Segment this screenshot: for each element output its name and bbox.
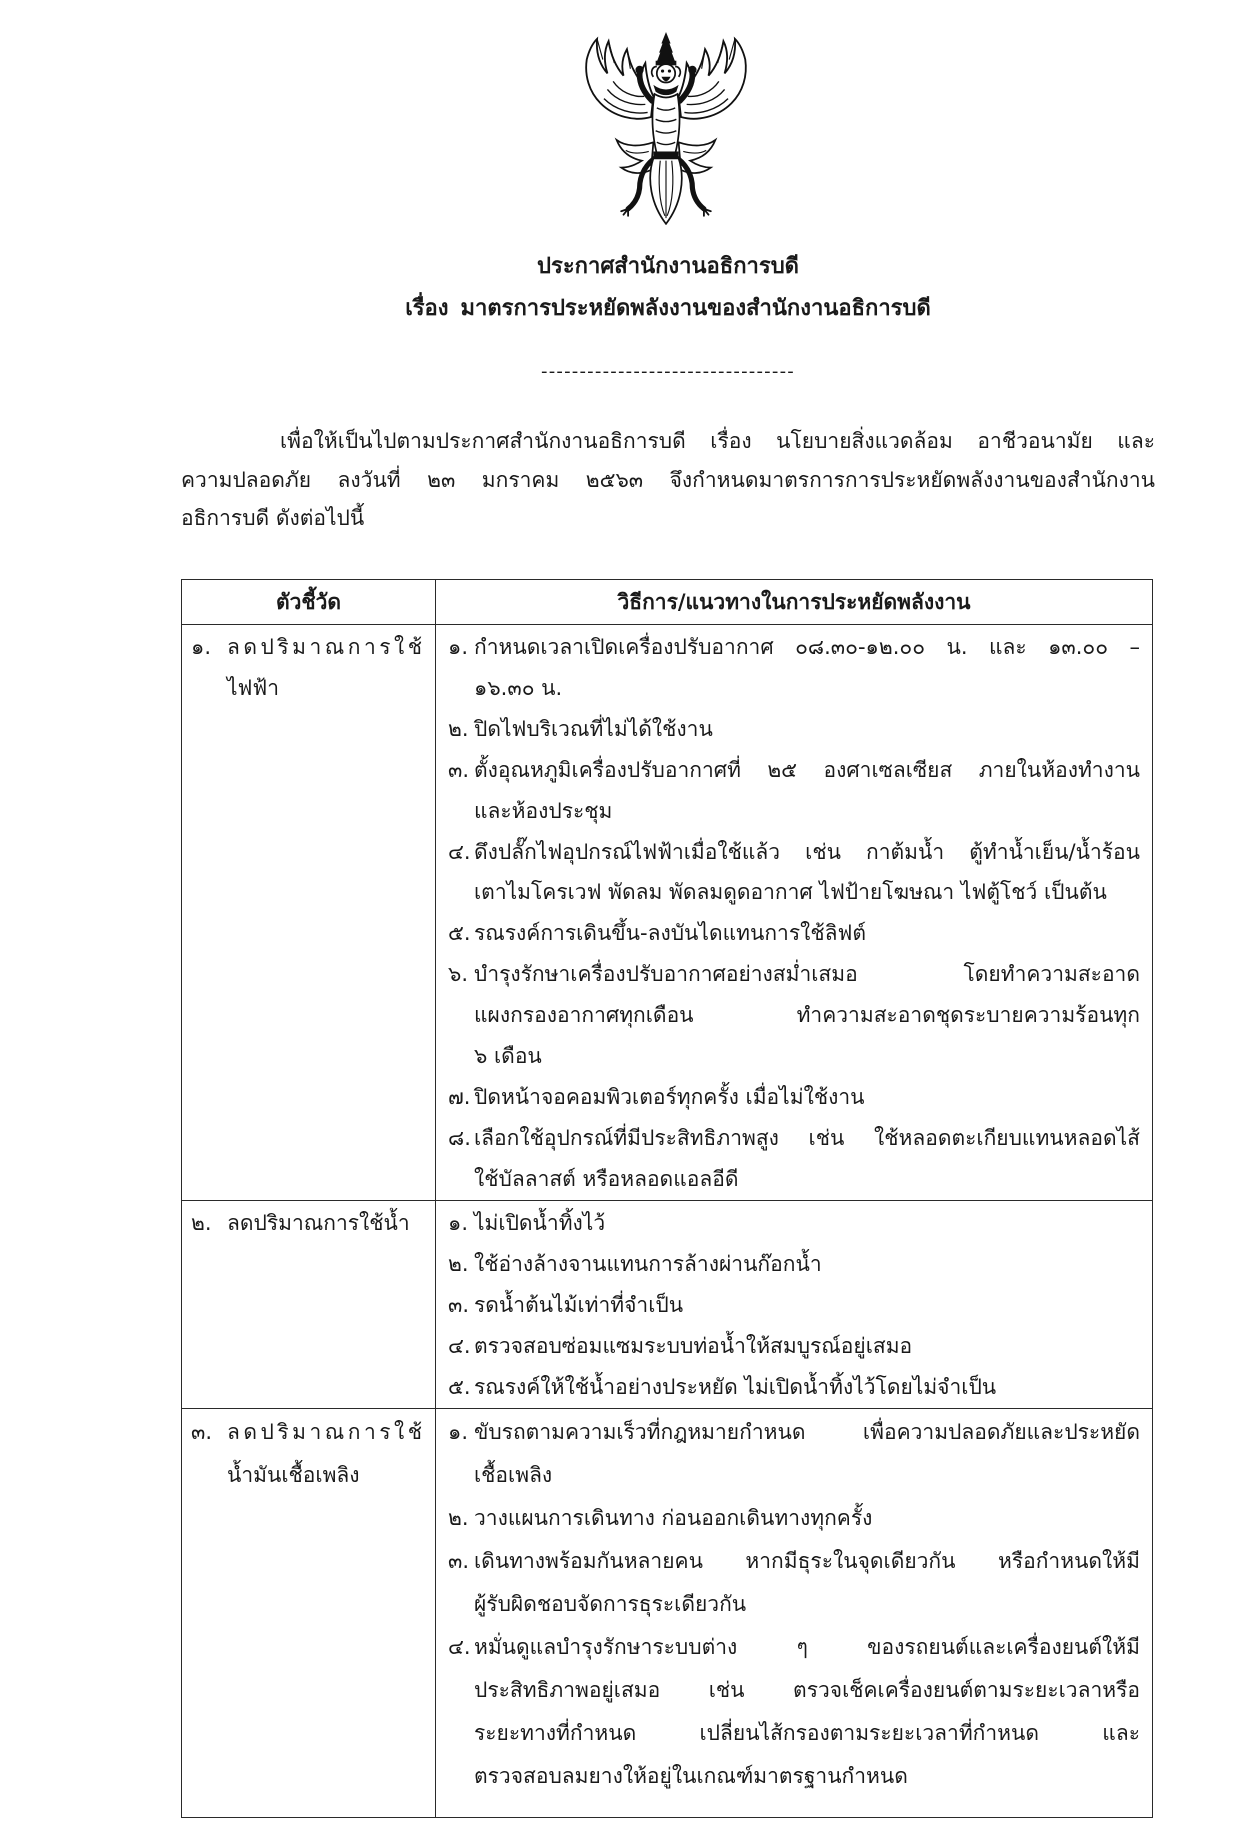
method-number: ๘.: [448, 1125, 471, 1150]
method-item: [448, 1326, 1140, 1367]
method-line: ผู้รับผิดชอบจัดการธุระเดียวกัน: [474, 1591, 747, 1616]
method-number: ๕.: [448, 921, 471, 946]
method-number: ๕.: [448, 1374, 471, 1399]
header-indicator: ตัวชี้วัด: [182, 580, 436, 625]
method-number: ๒.: [448, 1251, 469, 1276]
method-number: ๓.: [448, 1548, 470, 1573]
garuda-emblem: [582, 32, 750, 225]
method-item: [448, 913, 1140, 954]
announcement-title: ประกาศสำนักงานอธิการบดี: [537, 254, 799, 279]
announcement-subject-line: [181, 288, 1155, 330]
separator-dashes: ---------------------------------: [541, 361, 795, 382]
indicator-number: ๒.: [191, 1211, 212, 1235]
method-item: [448, 1285, 1140, 1326]
method-item: [448, 1077, 1140, 1118]
subject-text: มาตรการประหยัดพลังงานของสำนักงานอธิการบดี: [460, 296, 931, 321]
method-line: รณรงค์การเดินขึ้น-ลงบันไดแทนการใช้ลิฟต์: [474, 921, 866, 946]
method-line: ตรวจสอบซ่อมแซมระบบท่อน้ำให้สมบูรณ์อยู่เสมอ: [474, 1333, 913, 1358]
method-line: บำรุงรักษาเครื่องปรับอากาศอย่างสม่ำเสมอ โดยทำความสะอาด: [474, 962, 1140, 987]
indicator-line: ลดปริมาณการใช้: [227, 1419, 426, 1444]
method-number: ๒.: [448, 716, 469, 741]
method-number: ๒.: [448, 1505, 469, 1530]
method-number: ๔.: [448, 839, 471, 864]
indicator: [191, 1203, 427, 1244]
method-item: [448, 627, 1140, 709]
methods-cell: [436, 1408, 1153, 1817]
indicator-cell: [182, 625, 436, 1201]
method-line: เลือกใช้อุปกรณ์ที่มีประสิทธิภาพสูง เช่น ใช้หลอดตะเกียบแทนหลอดไส้: [474, 1125, 1140, 1150]
method-line: แผงกรองอากาศทุกเดือน ทำความสะอาดชุดระบายความร้อนทุก: [474, 1003, 1140, 1028]
method-number: ๑.: [448, 1419, 469, 1444]
method-line: ตรวจสอบลมยางให้อยู่ในเกณฑ์มาตรฐานกำหนด: [474, 1763, 908, 1788]
method-number: ๔.: [448, 1634, 471, 1659]
table-row: [182, 1201, 1153, 1409]
method-item: [448, 750, 1140, 832]
method-line: รณรงค์ให้ใช้น้ำอย่างประหยัด ไม่เปิดน้ำทิ้งไว้โดยไม่จำเป็น: [474, 1374, 997, 1399]
subject-label: เรื่อง: [405, 296, 449, 321]
method-line: ใช้บัลลาสต์ หรือหลอดแอลอีดี: [474, 1166, 739, 1191]
garuda-wings-right: [674, 39, 746, 216]
intro-line: อธิการบดี ดังต่อไปนี้: [181, 506, 365, 530]
method-number: ๓.: [448, 757, 470, 782]
method-number: ๑.: [448, 1211, 469, 1235]
method-item: [448, 1497, 1140, 1540]
intro-line: ความปลอดภัย ลงวันที่ ๒๓ มกราคม ๒๕๖๓ จึงกำหนดมาตรการการประหยัดพลังงานของสำนักงาน: [181, 467, 1155, 492]
method-item: [448, 1367, 1140, 1408]
method-item: [448, 1411, 1140, 1497]
method-line: ใช้อ่างล้างจานแทนการล้างผ่านก๊อกน้ำ: [474, 1251, 822, 1276]
method-item: [448, 1540, 1140, 1626]
method-line: ปิดหน้าจอคอมพิวเตอร์ทุกครั้ง เมื่อไม่ใช้งาน: [474, 1084, 865, 1109]
intro-line: เพื่อให้เป็นไปตามประกาศสำนักงานอธิการบดี เรื่อง นโยบายสิ่งแวดล้อม อาชีวอนามัย และ: [280, 429, 1155, 453]
measures-table-head: [182, 580, 1153, 625]
indicator: [191, 627, 427, 709]
method-line: เตาไมโครเวฟ พัดลม พัดลมดูดอากาศ ไฟป้ายโฆษณา ไฟตู้โชว์ เป็นต้น: [474, 880, 1107, 905]
method-item: [448, 709, 1140, 750]
garuda-wings-left: [586, 39, 658, 216]
method-number: ๖.: [448, 962, 469, 987]
method-item: [448, 832, 1140, 914]
measures-table-body: [182, 625, 1153, 1818]
method-line: และห้องประชุม: [474, 798, 613, 823]
method-line: เชื้อเพลิง: [474, 1462, 553, 1487]
method-line: รดน้ำต้นไม้เท่าที่จำเป็น: [474, 1292, 684, 1317]
header-methods: วิธีการ/แนวทางในการประหยัดพลังงาน: [436, 580, 1153, 625]
indicator-cell: [182, 1201, 436, 1409]
method-line: ขับรถตามความเร็วที่กฎหมายกำหนด เพื่อความปลอดภัยและประหยัด: [474, 1419, 1140, 1444]
method-line: ระยะทางที่กำหนด เปลี่ยนไส้กรองตามระยะเวลาที่กำหนด และ: [474, 1720, 1140, 1745]
method-item: [448, 1626, 1140, 1798]
indicator-number: ๑.: [191, 635, 212, 659]
indicator-line: ลดปริมาณการใช้: [227, 635, 426, 659]
method-number: ๔.: [448, 1333, 471, 1358]
indicator-line: น้ำมันเชื้อเพลิง: [227, 1462, 360, 1487]
indicator-line: ไฟฟ้า: [227, 675, 280, 700]
garuda-body: [653, 94, 680, 158]
method-line: วางแผนการเดินทาง ก่อนออกเดินทางทุกครั้ง: [474, 1505, 873, 1530]
method-line: ๖ เดือน: [474, 1044, 542, 1069]
table-header-row: [182, 580, 1153, 625]
method-line: ปิดไฟบริเวณที่ไม่ได้ใช้งาน: [474, 716, 713, 741]
method-item: [448, 1244, 1140, 1285]
table-row: [182, 1408, 1153, 1817]
method-number: ๑.: [448, 635, 469, 659]
method-item: [448, 1203, 1140, 1244]
garuda-head: [653, 32, 678, 95]
intro-paragraph: [181, 422, 1155, 538]
indicator-line: ลดปริมาณการใช้น้ำ: [227, 1211, 410, 1235]
method-item: [448, 954, 1140, 1077]
indicator-cell: [182, 1408, 436, 1817]
method-line: ประสิทธิภาพอยู่เสมอ เช่น ตรวจเช็คเครื่องยนต์ตามระยะเวลาหรือ: [474, 1677, 1140, 1702]
table-row: [182, 625, 1153, 1201]
method-line: ดึงปลั๊กไฟอุปกรณ์ไฟฟ้าเมื่อใช้แล้ว เช่น กาต้มน้ำ ตู้ทำน้ำเย็น/น้ำร้อน: [474, 839, 1140, 864]
methods-cell: [436, 625, 1153, 1201]
methods-cell: [436, 1201, 1153, 1409]
method-number: ๓.: [448, 1292, 470, 1317]
method-item: [448, 1118, 1140, 1200]
measures-table: [181, 579, 1153, 1818]
method-number: ๗.: [448, 1084, 471, 1109]
method-line: ไม่เปิดน้ำทิ้งไว้: [474, 1211, 606, 1235]
method-line: เดินทางพร้อมกันหลายคน หากมีธุระในจุดเดียวกัน หรือกำหนดให้มี: [474, 1548, 1140, 1573]
announcement-header: [181, 246, 1155, 330]
indicator-number: ๓.: [191, 1419, 213, 1444]
method-line: หมั่นดูแลบำรุงรักษาระบบต่าง ๆ ของรถยนต์และเครื่องยนต์ให้มี: [474, 1634, 1140, 1659]
method-line: ๑๖.๓๐ น.: [474, 675, 563, 700]
method-line: ตั้งอุณหภูมิเครื่องปรับอากาศที่ ๒๕ องศาเซลเซียส ภายในห้องทำงาน: [474, 757, 1140, 782]
indicator: [191, 1411, 427, 1497]
garuda-tail: [650, 158, 682, 223]
method-line: กำหนดเวลาเปิดเครื่องปรับอากาศ ๐๘.๓๐-๑๒.๐๐ น. และ ๑๓.๐๐ –: [474, 635, 1140, 659]
